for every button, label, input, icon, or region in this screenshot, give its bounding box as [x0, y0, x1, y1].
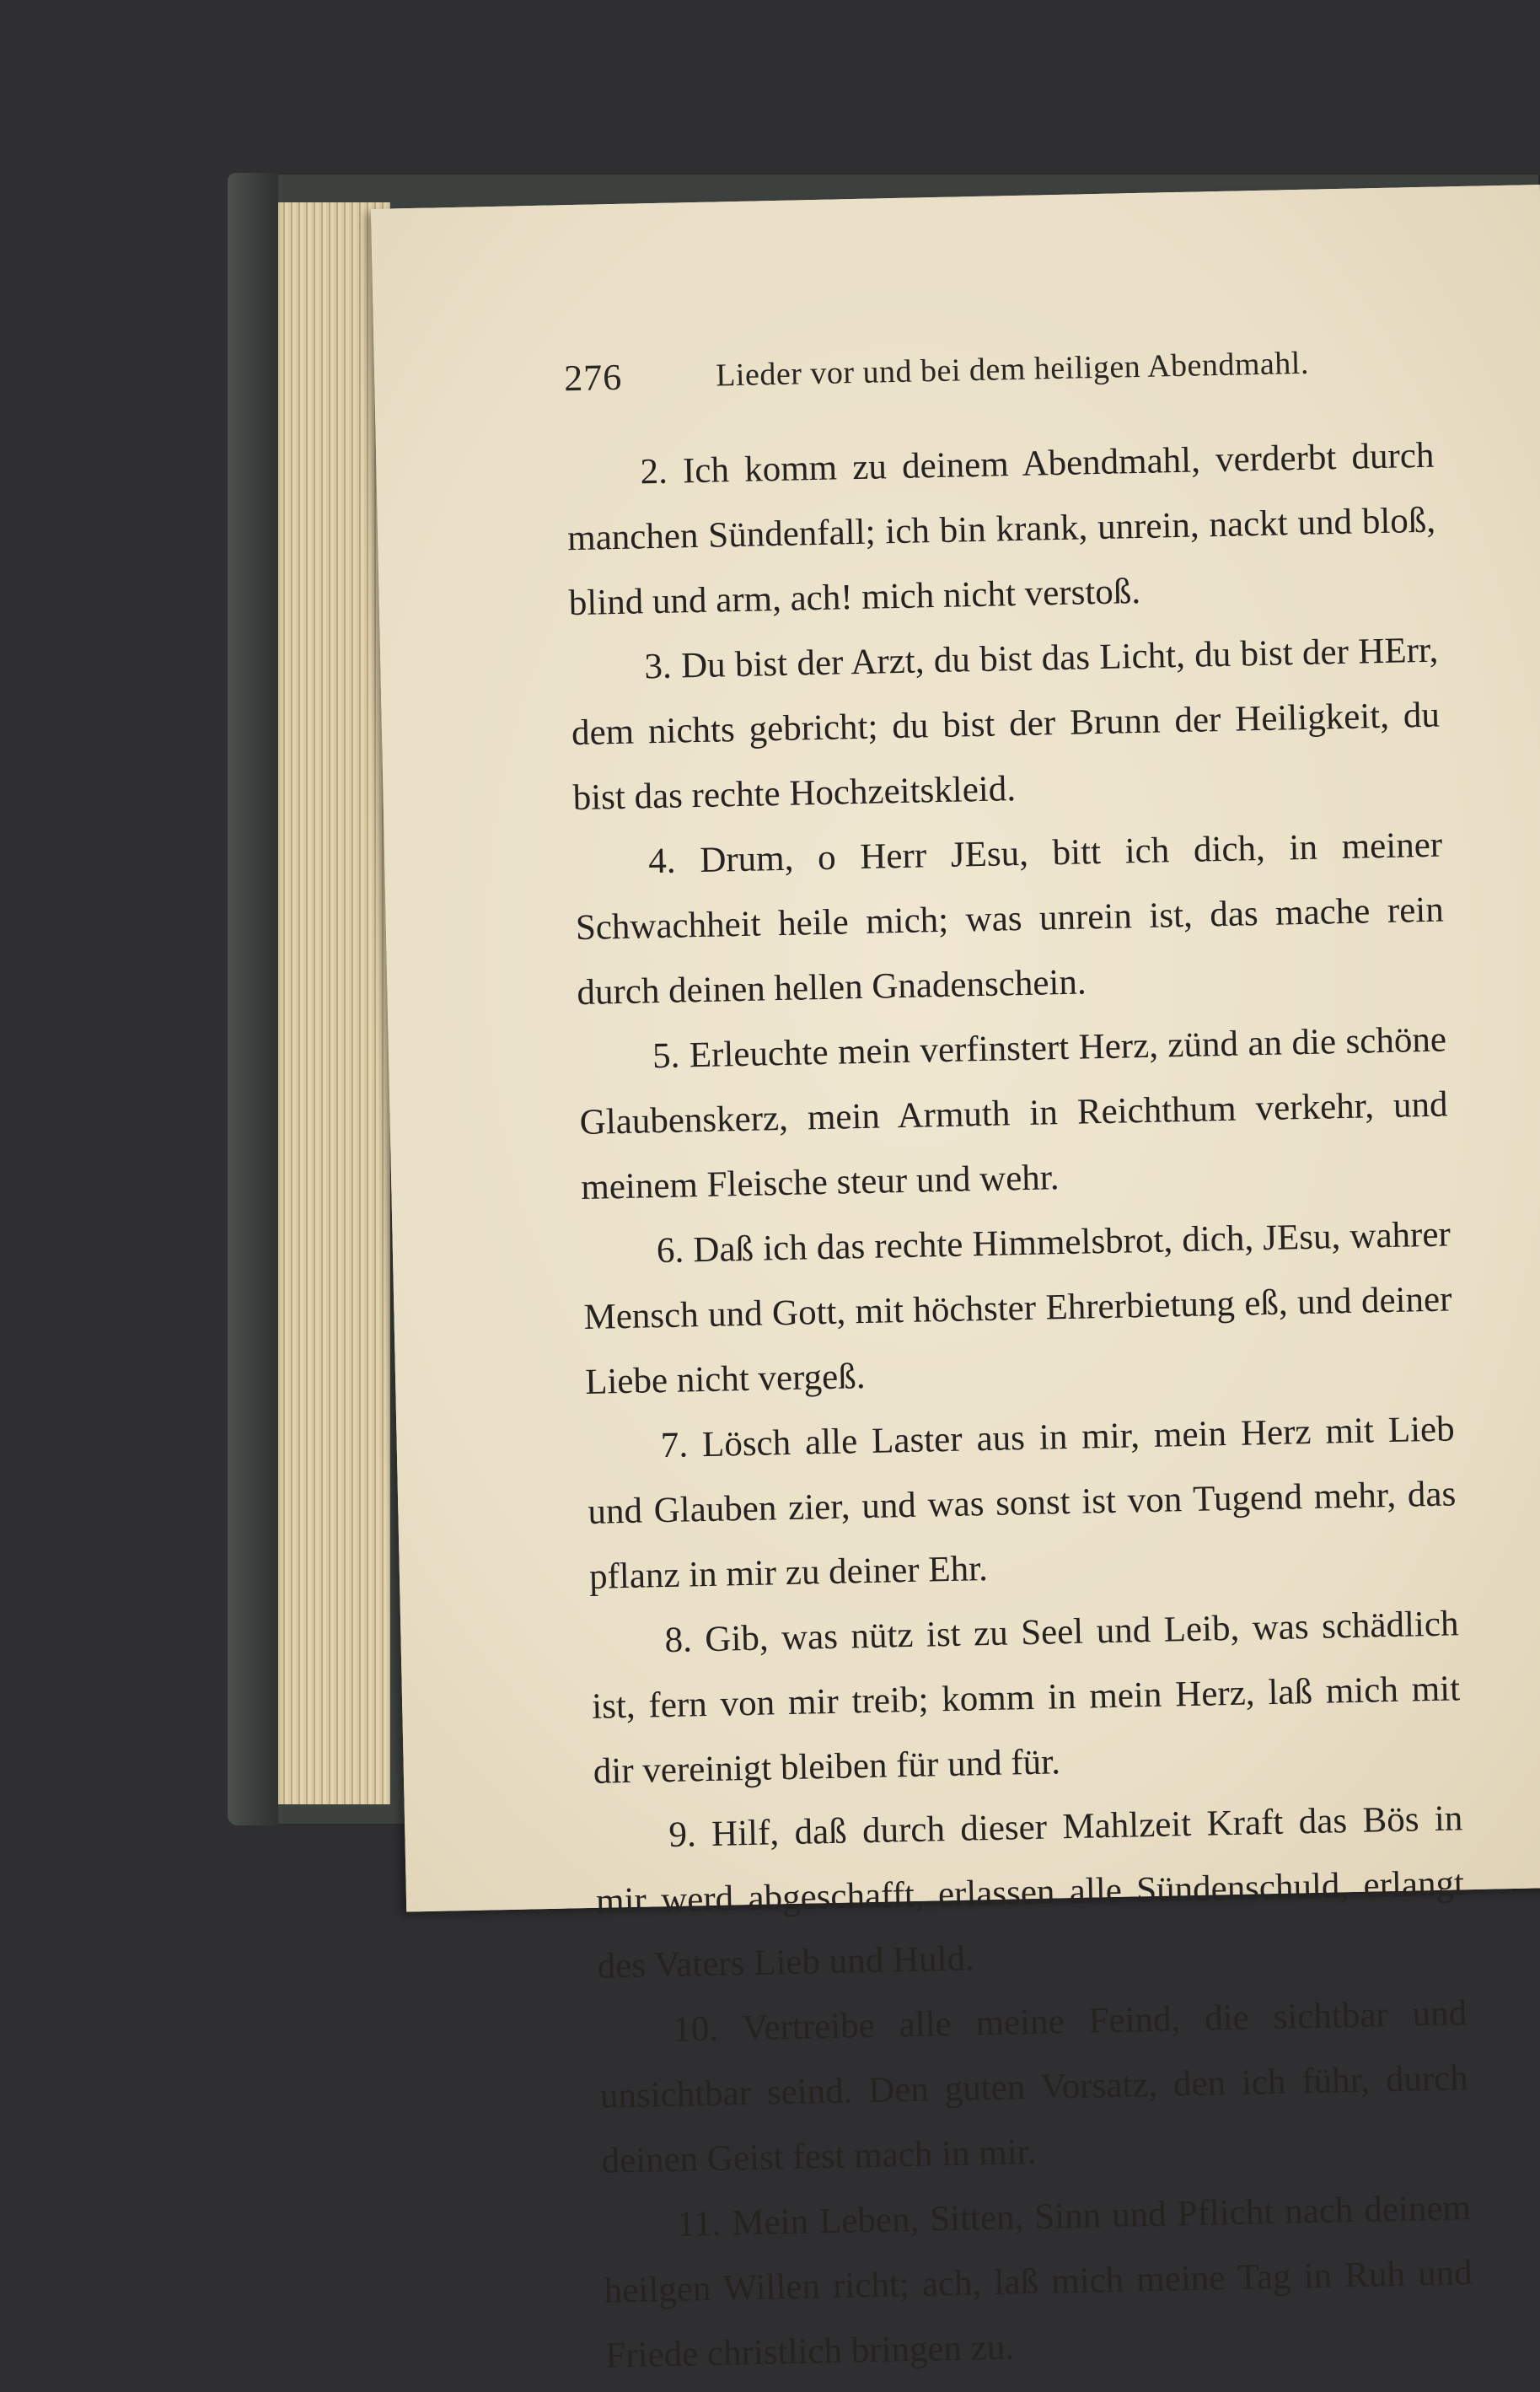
hymn-text	[566, 423, 1474, 2389]
verse-6: 6. Daß ich das rechte Himmelsbrot, dich, JEsu, wahrer Mensch und Gott, mit höchster Ehrerbietung eß, und deiner Liebe nicht vergeß.	[583, 1214, 1452, 1402]
verse-9: 9. Hilf, daß durch dieser Mahlzeit Kraft das Bös in mir werd abgeschafft, erlassen alle Sündenschuld, erlangt des Vaters Lieb und Huld.	[595, 1798, 1465, 1986]
verse-8: 8. Gib, was nütz ist zu Seel und Leib, was schädlich ist, fern von mir treib; komm in mein Herz, laß mich mit dir vereinigt bleiben für und für.	[591, 1604, 1461, 1792]
verse-3: 3. Du bist der Arzt, du bist das Licht, du bist der HErr, dem nichts gebricht; du bist der Brunn der Heiligkeit, du bist das rechte Hochzeitskleid.	[571, 630, 1441, 819]
verse-4: 4. Drum, o Herr JEsu, bitt ich dich, in meiner Schwachheit heile mich; was unrein ist, das mache rein durch deinen hellen Gnadenschein.	[575, 825, 1445, 1013]
running-title: Lieder vor und bei dem heiligen Abendmahl.	[715, 345, 1310, 394]
verse-11: 11. Mein Leben, Sitten, Sinn und Pflicht nach deinem heilgen Willen richt; ach, laß mich meine Tag in Ruh und Friede christlich bringen zu.	[604, 2188, 1473, 2376]
page-number: 276	[563, 356, 623, 400]
verse-10: 10. Vertreibe alle meine Feind, die sichtbar und unsichtbar seind. Den guten Vorsatz, den ich führ, durch deinen Geist fest mach in mir.	[599, 1993, 1469, 2181]
verse-5: 5. Erleuchte mein verfinstert Herz, zünd an die schöne Glaubenskerz, mein Armuth in Reichthum verkehr, und meinem Fleische steur und wehr.	[579, 1019, 1449, 1208]
page-edges	[278, 202, 390, 1804]
book-page	[371, 185, 1540, 2376]
page-header	[564, 339, 1408, 407]
verse-7: 7. Lösch alle Laster aus in mir, mein Herz mit Lieb und Glauben zier, und was sonst ist von Tugend mehr, das pflanz in mir zu deiner Ehr.	[587, 1409, 1457, 1597]
verse-2: 2. Ich komm zu deinem Abendmahl, verderbt durch manchen Sündenfall; ich bin krank, unrein, nackt und bloß, blind und arm, ach! mich nicht verstoß.	[566, 435, 1436, 624]
